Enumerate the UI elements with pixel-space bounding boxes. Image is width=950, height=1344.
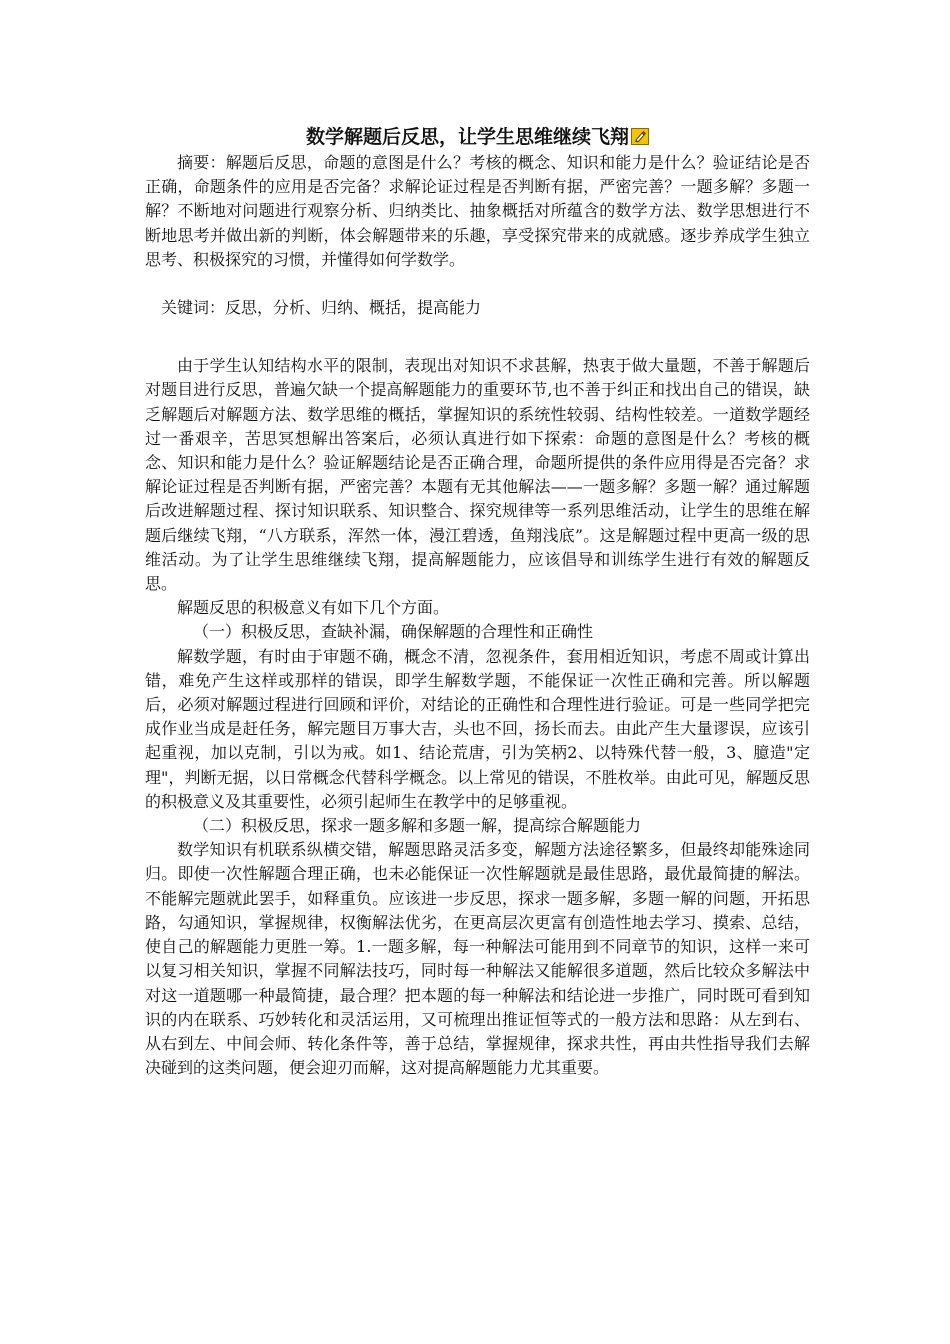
edit-link-icon[interactable] [631, 128, 649, 145]
spacer [145, 344, 810, 354]
paragraph-section-2: 数学知识有机联系纵横交错，解题思路灵活多变，解题方法途径繁多，但最终却能殊途同归。即使一次性解题合理正确，也未必能保证一次性解题就是最佳思路，最优最简捷的解法。不能解完题就此罢手，如释重负。应该进一步反思，探求一题多解，多题一解的问题，开拓思路，勾通知识，掌握规律，权衡解法优劣，在更高层次更富有创造性地去学习、摸索、总结，使自己的解题能力更胜一筹。1.一题多解，每一种解法可能用到不同章节的知识，这样一来可以复习相关知识，掌握不同解法技巧，同时每一种解法又能解很多道题，然后比较众多解法中对这一道题哪一种最简捷，最合理？把本题的每一种解法和结论进一步推广，同时既可看到知识的内在联系、巧妙转化和灵活运用，又可梳理出推证恒等式的一般方法和思路：从左到右、从右到左、中间会师、转化条件等，善于总结，掌握规律，探求共性，再由共性指导我们去解决碰到的这类问题，便会迎刃而解，这对提高解题能力尤其重要。 [145, 840, 810, 1078]
document-title-line [145, 124, 810, 150]
paragraph-intro: 由于学生认知结构水平的限制，表现出对知识不求甚解，热衷于做大量题，不善于解题后对题目进行反思，普遍欠缺一个提高解题能力的重要环节,也不善于纠正和找出自己的错误，缺乏解题后对解题方法、数学思维的概括，掌握知识的系统性较弱、结构性较差。一道数学题经过一番艰辛，苦思冥想解出答案后，必须认真进行如下探索：命题的意图是什么？考核的概念、知识和能力是什么？验证解题结论是否正确合理，命题所提供的条件应用得是否完备？求解论证过程是否判断有据，严密完善？本题有无其他解法——一题多解？多题一解？通过解题后改进解题过程、探讨知识联系、知识整合、探究规律等一系列思维活动，让学生的思维在解题后继续飞翔，“八方联系，浑然一体，漫江碧透，鱼翔浅底”。这是解题过程中更高一级的思维活动。为了让学生思维继续飞翔，提高解题能力，应该倡导和训练学生进行有效的解题反思。 [145, 356, 810, 594]
keywords: 关键词：反思，分析、归纳、概括，提高能力 [161, 298, 482, 318]
spacer [145, 272, 810, 296]
section-heading-2: （二）积极反思，探求一题多解和多题一解，提高综合解题能力 [193, 816, 642, 836]
paragraph-significance: 解题反思的积极意义有如下几个方面。 [177, 598, 450, 618]
document-title: 数学解题后反思，让学生思维继续飞翔 [305, 126, 629, 148]
section-heading-1: （一）积极反思，查缺补漏，确保解题的合理性和正确性 [193, 622, 594, 642]
document-body [145, 124, 810, 1080]
spacer [145, 320, 810, 344]
paragraph-section-1: 解数学题，有时由于审题不确，概念不清，忽视条件，套用相近知识，考虑不周或计算出错，难免产生这样或那样的错误，即学生解数学题，不能保证一次性正确和完善。所以解题后，必须对解题过程进行回顾和评价，对结论的正确性和合理性进行验证。可是一些同学把完成作业当成是赶任务，解完题目万事大吉，头也不回，扬长而去。由此产生大量谬误，应该引起重视，加以克制，引以为戒。如1、结论荒唐，引为笑柄2、以特殊代替一般，3、臆造"定理"，判断无据，以日常概念代替科学概念。以上常见的错误，不胜枚举。由此可见，解题反思的积极意义及其重要性，必须引起师生在教学中的足够重视。 [145, 646, 810, 811]
abstract: 摘要：解题后反思，命题的意图是什么？考核的概念、知识和能力是什么？验证结论是否正确，命题条件的应用是否完备？求解论证过程是否判断有据，严密完善？一题多解？多题一解？不断地对问题进行观察分析、归纳类比、抽象概括对所蕴含的数学方法、数学思想进行不断地思考并做出新的判断，体会解题带来的乐趣，享受探究带来的成就感。逐步养成学生独立思考、积极探究的习惯，并懂得如何学数学。 [145, 153, 810, 269]
